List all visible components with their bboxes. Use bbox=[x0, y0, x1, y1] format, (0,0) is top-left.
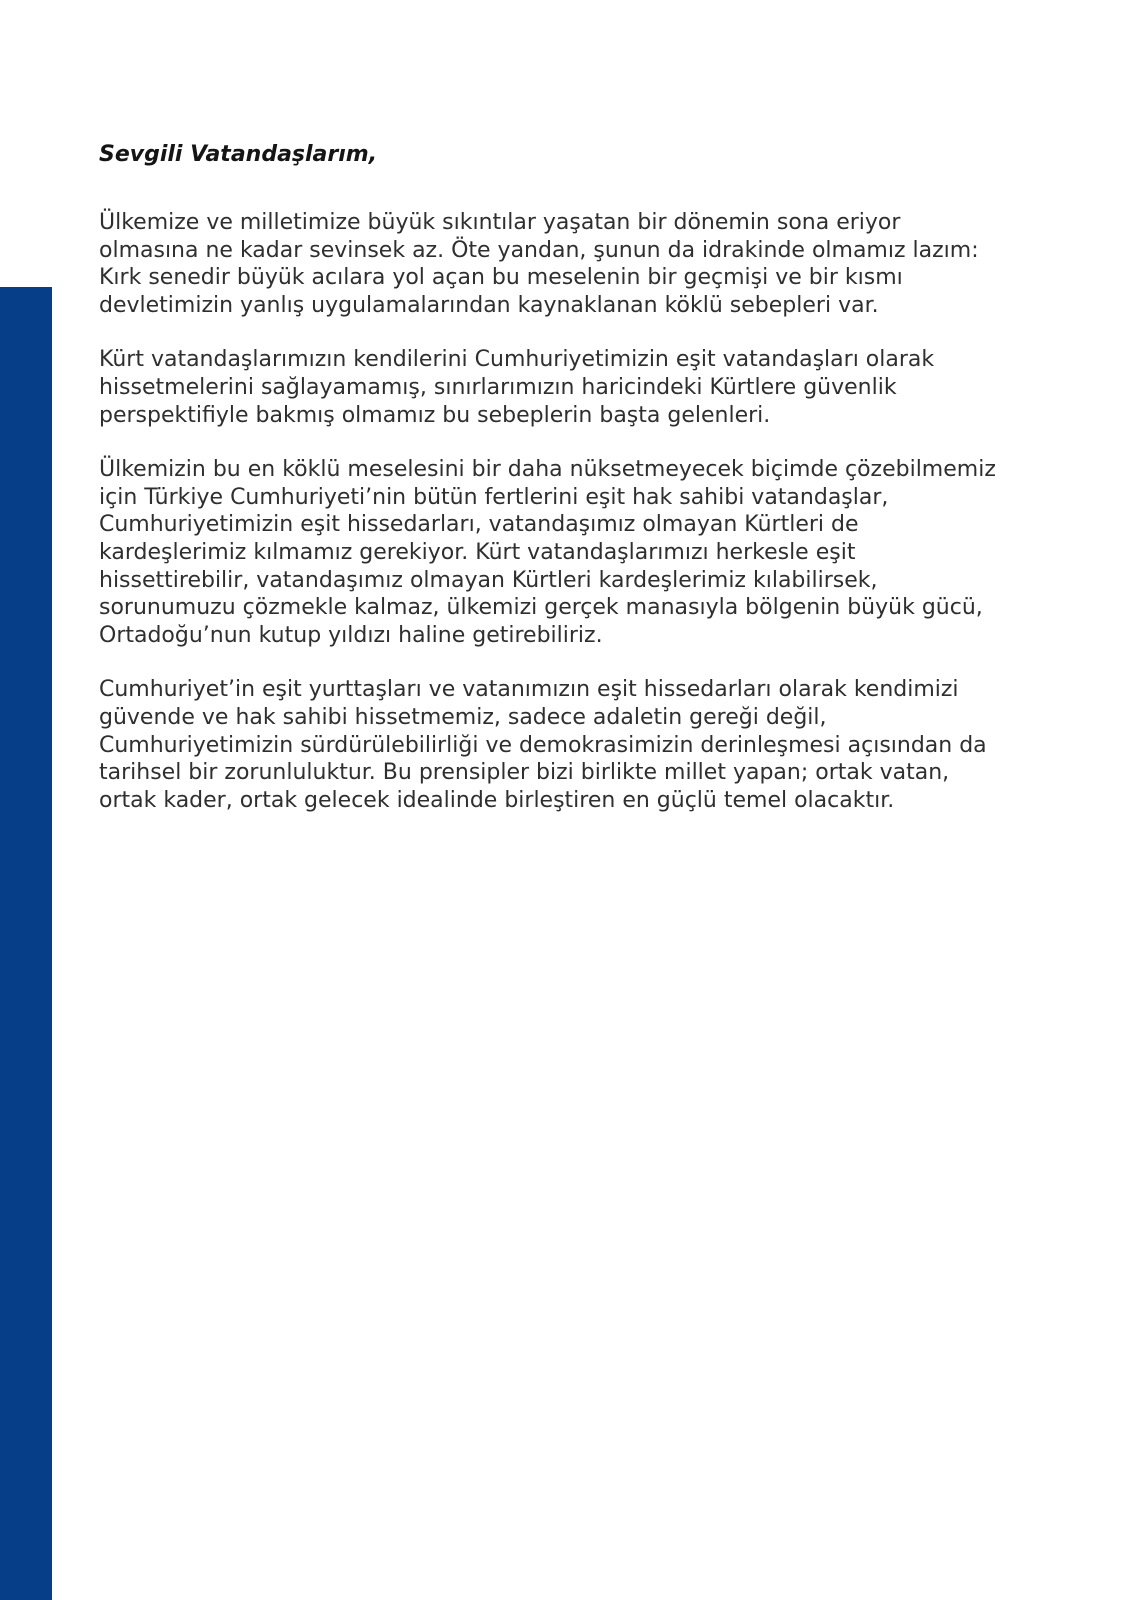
paragraph-line: Kürt vatandaşlarımızın kendilerini Cumhuriyetimizin eşit vatandaşları olarak bbox=[99, 347, 935, 373]
paragraph-line: olmasına ne kadar sevinsek az. Öte yandan, şunun da idrakinde olmamız lazım: bbox=[99, 237, 979, 263]
paragraph-line: Cumhuriyetimizin eşit hissedarları, vatandaşımız olmayan Kürtleri de bbox=[99, 512, 859, 538]
salutation: Sevgili Vatandaşlarım, bbox=[99, 142, 378, 167]
paragraph-line: kardeşlerimiz kılmamız gerekiyor. Kürt vatandaşlarımızı herkesle eşit bbox=[99, 539, 856, 565]
paragraph-3 bbox=[99, 456, 1099, 649]
side-accent-bar bbox=[0, 287, 52, 1600]
paragraph-4 bbox=[99, 676, 1099, 814]
paragraph-line: Cumhuriyet’in eşit yurttaşları ve vatanımızın eşit hissedarları olarak kendimizi bbox=[99, 677, 959, 703]
paragraph-line: tarihsel bir zorunluluktur. Bu prensipler bizi birlikte millet yapan; ortak vatan, bbox=[99, 760, 950, 786]
paragraph-line: sorunumuzu çözmekle kalmaz, ülkemizi gerçek manasıyla bölgenin büyük gücü, bbox=[99, 595, 983, 621]
paragraph-line: hissettirebilir, vatandaşımız olmayan Kürtleri kardeşlerimiz kılabilirsek, bbox=[99, 567, 878, 593]
letter-body bbox=[99, 141, 1099, 841]
paragraph-line: Kırk senedir büyük acılara yol açan bu meselenin bir geçmişi ve bir kısmı bbox=[99, 265, 903, 291]
paragraph-line: Cumhuriyetimizin sürdürülebilirliği ve demokrasimizin derinleşmesi açısından da bbox=[99, 732, 987, 758]
paragraph-line: Ülkemizin bu en köklü meselesini bir daha nüksetmeyecek biçimde çözebilmemiz bbox=[99, 457, 996, 483]
paragraph-line: hissetmelerini sağlayamamış, sınırlarımızın haricindeki Kürtlere güvenlik bbox=[99, 374, 897, 400]
paragraph-line: için Türkiye Cumhuriyeti’nin bütün fertlerini eşit hak sahibi vatandaşlar, bbox=[99, 484, 889, 510]
paragraph-line: devletimizin yanlış uygulamalarından kaynaklanan köklü sebepleri var. bbox=[99, 292, 879, 318]
paragraph-line: perspektifiyle bakmış olmamız bu sebeplerin başta gelenleri. bbox=[99, 402, 771, 428]
paragraph-line: ortak kader, ortak gelecek idealinde birleştiren en güçlü temel olacaktır. bbox=[99, 787, 895, 813]
paragraph-line: Ülkemize ve milletimize büyük sıkıntılar yaşatan bir dönemin sona eriyor bbox=[99, 210, 901, 235]
paragraph-line: Ortadoğu’nun kutup yıldızı haline getirebiliriz. bbox=[99, 622, 603, 648]
paragraph-line: güvende ve hak sahibi hissetmemiz, sadece adaletin gereği değil, bbox=[99, 704, 827, 730]
paragraph-2 bbox=[99, 346, 1099, 429]
paragraph-1 bbox=[99, 209, 1099, 319]
